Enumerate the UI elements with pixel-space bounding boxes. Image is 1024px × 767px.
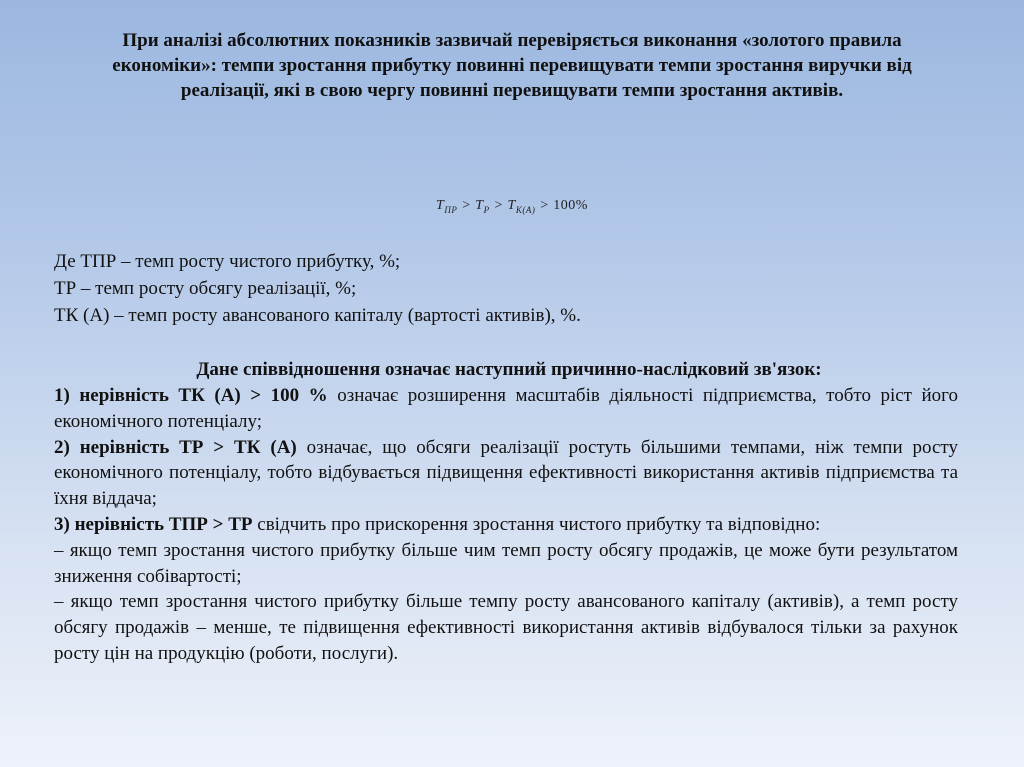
item-3-label: 3) нерівність ТПР > ТР (54, 513, 253, 535)
formula-gt-2: > (489, 198, 508, 213)
formula-gt-3: > (535, 198, 554, 213)
relationship-body (54, 383, 958, 667)
item-2-text: означає, що обсяги реалізації ростуть більшими темпами, ніж темпи росту економічного потенціалу, тобто відбувається підвищення ефективності використання активів підприємства та їхня віддача; (54, 436, 958, 510)
item-3 (54, 512, 958, 538)
formula-t-pr: $T_{ПР}$ (436, 198, 458, 215)
dash-item-2: – якщо темп зростання чистого прибутку більше темпу росту авансованого капіталу (активів), а темп росту обсягу продажів – менше, те підвищення ефективності використання активів відбувалося тільки за рахунок росту цін на продукцію (роботи, послуги). (54, 591, 958, 664)
definitions-list (54, 248, 964, 329)
formula-gt-1: > (457, 198, 476, 213)
relationship-subtitle: Дане співвідношення означає наступний причинно-наслідковий зв'язок: (196, 359, 822, 380)
formula-t-r: $T_P$ (475, 198, 490, 215)
slide-title: При аналізі абсолютних показників зазвичай перевіряється виконання «золотого правила економіки»: темпи зростання прибутку повинні перевищувати темпи зростання виручки від реалізації, які в свою чергу повинні перевищувати темпи зростання активів. (112, 30, 912, 101)
item-2-label: 2) нерівність ТР > ТК (А) (54, 436, 297, 458)
item-1-label: 1) нерівність ТК (А) > 100 % (54, 385, 328, 406)
dash-item-1: – якщо темп зростання чистого прибутку більше чим темп росту обсягу продажів, це може бути результатом зниження собівартості; (54, 539, 958, 587)
item-1 (54, 383, 958, 435)
definition-tr: ТР – темп росту обсягу реалізації, %; (54, 278, 357, 299)
item-1-text: означає розширення масштабів діяльності підприємства, тобто ріст його економічного потенціалу; (54, 385, 958, 432)
golden-rule-formula (0, 198, 1024, 215)
formula-100-percent: 100% (553, 198, 588, 213)
formula-t-ka: $T_{K(A)}$ (507, 198, 536, 215)
item-2 (54, 435, 958, 512)
definition-tpr: Де ТПР – темп росту чистого прибутку, %; (54, 251, 401, 272)
definition-tka: ТК (А) – темп росту авансованого капіталу (вартості активів), %. (54, 305, 581, 326)
item-3-text: свідчить про прискорення зростання чистого прибутку та відповідно: (252, 513, 821, 535)
